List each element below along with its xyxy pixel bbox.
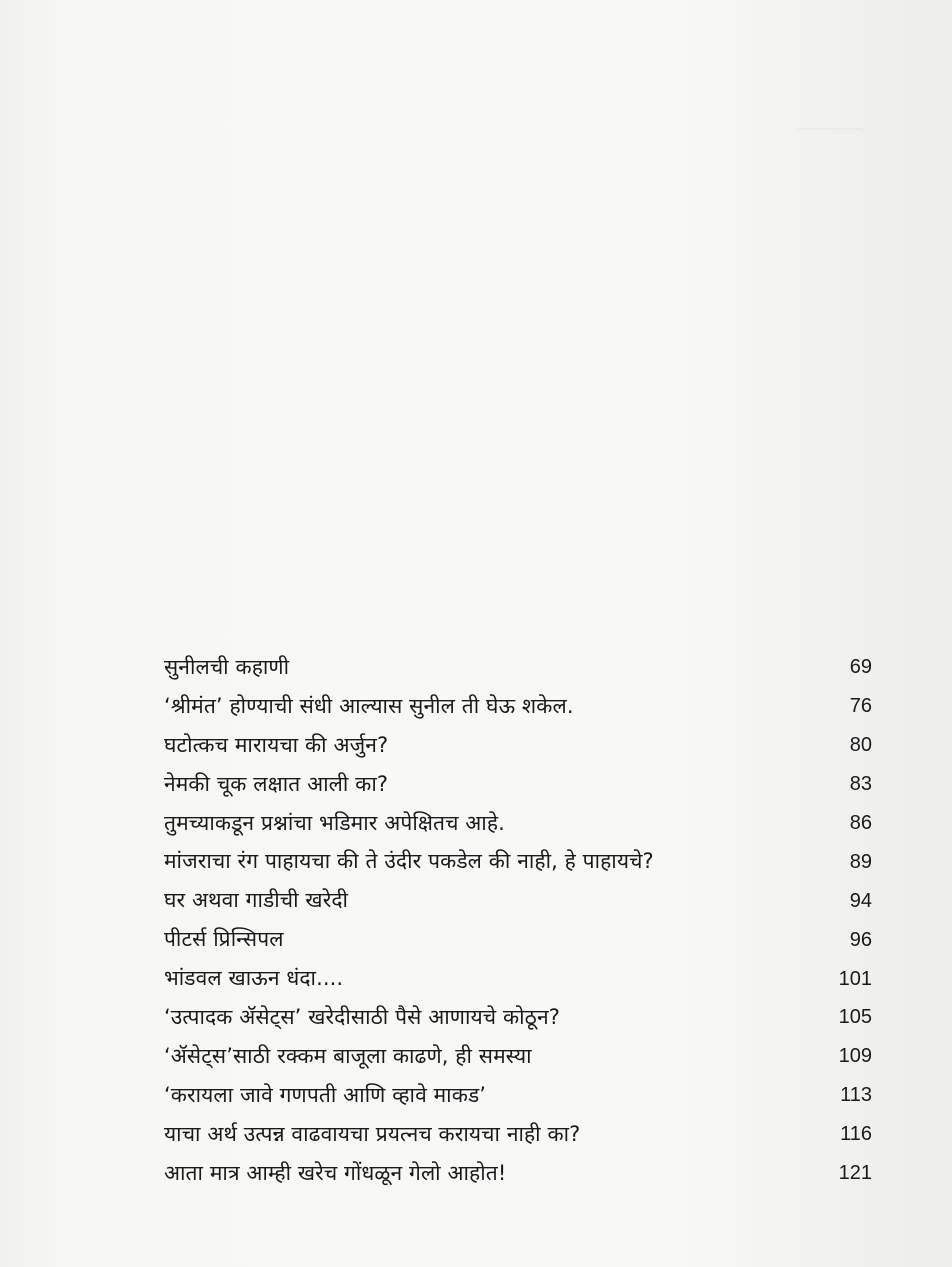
toc-entry: [164, 959, 880, 998]
toc-entry-page: 69: [849, 656, 872, 679]
toc-entry-page: 105: [838, 1006, 872, 1029]
toc-entry-page: 96: [849, 928, 872, 951]
toc-entry-title: नेमकी चूक लक्षात आली का?: [164, 771, 389, 796]
toc-entry: [164, 1037, 880, 1076]
toc-entry-title: तुमच्याकडून प्रश्नांचा भडिमार अपेक्षितच आहे.: [164, 810, 505, 835]
toc-entry: [164, 648, 880, 687]
toc-entry-title: ‘ॲसेट्स’साठी रक्कम बाजूला काढणे, ही समस्या: [164, 1043, 532, 1068]
show-through-mark: [795, 128, 865, 156]
toc-entry-title: भांडवल खाऊन धंदा....: [164, 966, 344, 991]
toc-entry-page: 94: [849, 889, 872, 912]
table-of-contents: [164, 648, 880, 1192]
toc-entry-page: 83: [849, 773, 872, 796]
toc-entry-title: ‘करायला जावे गणपती आणि व्हावे माकड’: [164, 1082, 487, 1107]
toc-entry-page: 101: [838, 967, 872, 990]
toc-entry-page: 89: [849, 850, 872, 873]
toc-entry-title: ‘श्रीमंत’ होण्याची संधी आल्यास सुनील ती घेऊ शकेल.: [164, 693, 574, 718]
toc-entry-page: 76: [849, 695, 872, 718]
toc-entry: [164, 804, 880, 843]
toc-entry: [164, 1154, 880, 1193]
toc-entry: [164, 726, 880, 765]
toc-entry-title: मांजराचा रंग पाहायचा की ते उंदीर पकडेल की नाही, हे पाहायचे?: [164, 849, 654, 874]
toc-entry-title: घटोत्कच मारायचा की अर्जुन?: [164, 732, 389, 757]
toc-entry-title: आता मात्र आम्ही खरेच गोंधळून गेलो आहोत!: [164, 1160, 507, 1185]
toc-entry-page: 80: [849, 734, 872, 757]
toc-entry-title: याचा अर्थ उत्पन्न वाढवायचा प्रयत्नच करायचा नाही का?: [164, 1121, 581, 1146]
toc-entry-page: 121: [838, 1162, 872, 1185]
toc-entry: [164, 881, 880, 920]
toc-entry: [164, 765, 880, 804]
toc-entry: [164, 1076, 880, 1115]
toc-entry: [164, 920, 880, 959]
toc-entry-page: 109: [838, 1045, 872, 1068]
toc-entry: [164, 687, 880, 726]
toc-entry: [164, 842, 880, 881]
toc-entry: [164, 998, 880, 1037]
toc-entry-page: 113: [840, 1084, 872, 1107]
toc-entry-title: ‘उत्पादक ॲसेट्स’ खरेदीसाठी पैसे आणायचे कोठून?: [164, 1004, 560, 1029]
toc-entry-page: 116: [840, 1123, 872, 1146]
toc-entry-title: पीटर्स प्रिन्सिपल: [164, 927, 284, 952]
toc-entry: [164, 1115, 880, 1154]
toc-entry-title: घर अथवा गाडीची खरेदी: [164, 888, 349, 913]
toc-entry-page: 86: [849, 812, 872, 834]
toc-entry-title: सुनीलची कहाणी: [164, 654, 290, 679]
